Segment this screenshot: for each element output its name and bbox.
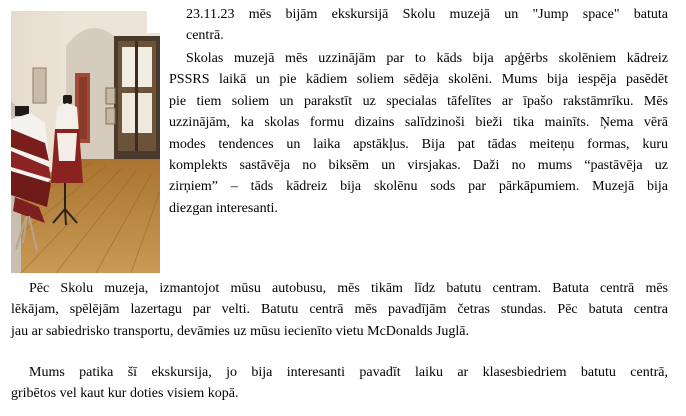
museum-photo <box>11 11 160 273</box>
paragraph-intro <box>186 4 668 47</box>
text-line: Skolas muzejā mēs uzzinājām par to kāds bija apģērbs skolēniem kādreiz <box>186 51 668 66</box>
text-line: Mums patika šī ekskursija, jo bija interesanti pavadīt laiku ar klasesbiedriem batutu centrā, <box>29 365 668 380</box>
paragraph-museum <box>169 48 668 219</box>
text-line: komplekts sastāvēja no biksēm un virsjakas. Daži no mums “pastāvēja uz <box>169 158 668 174</box>
paragraph-trampoline <box>11 278 668 342</box>
text-line: modes tendences un laika apstākļus. Bija pat tādas meiteņu formas, kuru <box>169 136 668 152</box>
text-line: jau ar sabiedrisko transportu, devāmies uz mūsu iecienīto vietu McDonalds Juglā. <box>11 323 470 339</box>
text-line: gribētos vel kaut kur doties visiem kopā. <box>11 386 239 402</box>
text-line: centrā. <box>186 28 224 44</box>
text-line: lēkājam, spēlējām lazertagu par velti. Batutu centrā mēs pavadījām četras stundas. Pēc batuta centra <box>11 302 668 318</box>
text-line: 23.11.23 mēs bijām ekskursijā Skolu muzejā un "Jump space" batuta <box>186 7 668 22</box>
paragraph-conclusion <box>11 362 668 405</box>
museum-photo-illustration <box>11 11 160 273</box>
text-line: diezgan interesanti. <box>169 200 278 216</box>
text-line: Pēc Skolu muzeja, izmantojot mūsu autobusu, mēs tikām līdz batutu centram. Batuta centrā mēs <box>29 281 668 296</box>
text-line: PSSRS laikā un pie kādiem soliem sēdēja skolēni. Mums bija iespēja pasēdēt <box>169 72 668 88</box>
text-line: zirņiem” – tāds kādreiz bija skolēnu sods par pārkāpumiem. Muzejā bija <box>169 179 668 195</box>
text-line: pie tiem soliem un parakstīt uz specialas tāfelītes ar īpašo rakstāmrīku. Mēs <box>169 93 668 109</box>
text-line: uzzinājām, ka skolas formu dizains salīdzinoši bieži tika mainīts. Ņema vērā <box>169 115 668 131</box>
